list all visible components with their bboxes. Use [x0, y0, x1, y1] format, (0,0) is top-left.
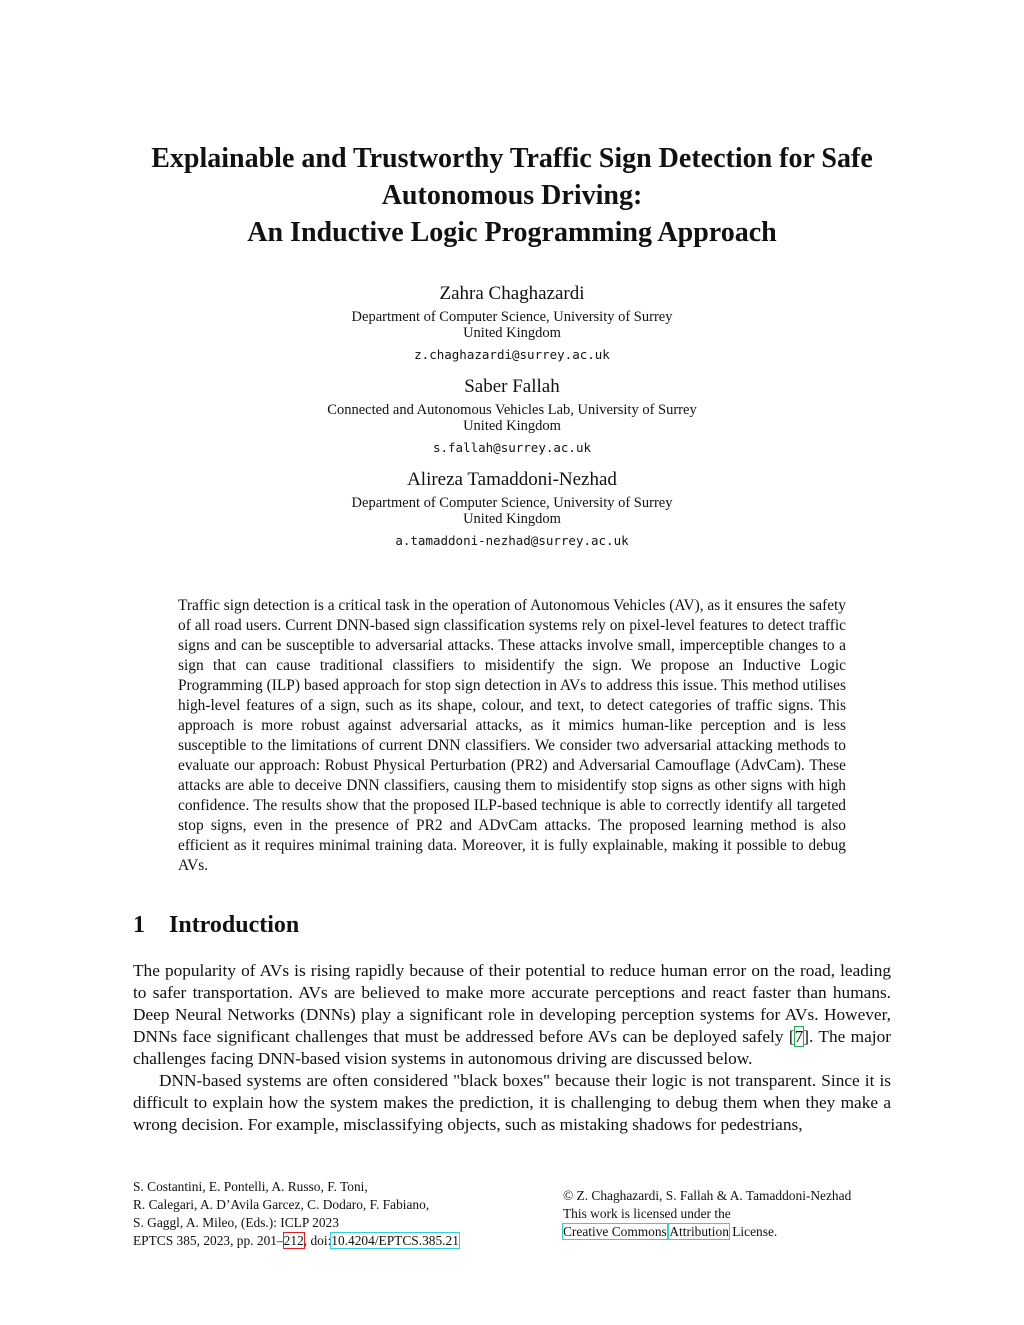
intro-paragraph-1: [133, 960, 891, 1070]
license-info: [563, 1187, 851, 1241]
proceedings-editors-1: S. Costantini, E. Pontelli, A. Russo, F. Toni,: [133, 1179, 368, 1194]
license-end: License.: [732, 1224, 778, 1239]
title-line-3: An Inductive Logic Programming Approach: [247, 217, 777, 248]
intro-text: ]. The major challenges facing DNN-based vision systems in autonomous driving are discussed below.: [133, 1027, 891, 1068]
author-affiliation: Department of Computer Science, University of Surrey: [351, 495, 673, 511]
creative-commons-link[interactable]: Creative Commons: [563, 1224, 667, 1239]
copyright-line: © Z. Chaghazardi, S. Fallah & A. Tamaddoni-Nezhad: [563, 1188, 852, 1203]
last-page-link[interactable]: 212: [283, 1233, 304, 1248]
doi-label: , doi:: [303, 1233, 332, 1248]
author-block-2: [0, 375, 1024, 456]
author-country: United Kingdom: [463, 511, 561, 527]
proceedings-citation: [133, 1232, 459, 1250]
pages-text: EPTCS 385, 2023, pp. 201–: [133, 1233, 284, 1248]
intro-text: The popularity of AVs is rising rapidly because of their potential to reduce human error on the road, leading to safer transportation. AVs are believed to make more accurate perceptions and react faster than humans. Deep Neural Networks (DNNs) play a significant role in developing perception systems for AVs. However, DNNs face significant challenges that must be addressed before AVs can be deployed safely [: [133, 961, 891, 1046]
license-line: [563, 1223, 851, 1241]
author-email: a.tamaddoni-nezhad@surrey.ac.uk: [395, 533, 629, 548]
author-email: s.fallah@surrey.ac.uk: [432, 440, 592, 455]
citation-link[interactable]: 7: [794, 1027, 804, 1046]
author-affiliation: Department of Computer Science, University of Surrey: [351, 309, 673, 325]
section-number: 1: [133, 912, 145, 938]
proceedings-info: [133, 1178, 459, 1250]
section-heading: [133, 910, 299, 940]
author-name: Zahra Chaghazardi: [439, 283, 585, 304]
proceedings-editors-3: S. Gaggl, A. Mileo, (Eds.): ICLP 2023: [133, 1215, 339, 1230]
title-line-1: Explainable and Trustworthy Traffic Sign Detection for Safe: [151, 143, 873, 174]
attribution-link[interactable]: Attribution: [669, 1224, 729, 1239]
title-line-2: Autonomous Driving:: [381, 180, 643, 211]
introduction-body: [133, 960, 891, 1136]
author-block-1: [0, 282, 1024, 363]
paper-title: [100, 140, 924, 251]
intro-paragraph-2: DNN-based systems are often considered "black boxes" because their logic is not transparent. Since it is difficult to explain how the system makes the prediction, it is challenging to debug them when they make a wrong decision. For example, misclassifying objects, such as mistaking shadows for pedestrians,: [133, 1071, 891, 1134]
author-name: Alireza Tamaddoni-Nezhad: [407, 469, 617, 490]
section-title: Introduction: [169, 912, 300, 938]
proceedings-editors-2: R. Calegari, A. D’Avila Garcez, C. Dodaro, F. Fabiano,: [133, 1197, 430, 1212]
author-email: z.chaghazardi@surrey.ac.uk: [414, 347, 610, 362]
author-country: United Kingdom: [463, 325, 561, 341]
author-affiliation: Connected and Autonomous Vehicles Lab, University of Surrey: [327, 402, 697, 418]
abstract: Traffic sign detection is a critical task in the operation of Autonomous Vehicles (AV), as it ensures the safety of all road users. Current DNN-based sign classification systems rely on pixel-level features to detect traffic signs and can be susceptible to adversarial attacks. These attacks involve small, imperceptible changes to a sign that can cause traditional classifiers to misidentify the sign. We propose an Inductive Logic Programming (ILP) based approach for stop sign detection in AVs to address this issue. This method utilises high-level features of a sign, such as its shape, colour, and text, to detect categories of traffic signs. This approach is more robust against adversarial attacks, as it mimics human-like perception and is less susceptible to the limitations of current DNN classifiers. We consider two adversarial attacking methods to evaluate our approach: Robust Physical Perturbation (PR2) and Adversarial Camouflage (AdvCam). These attacks are able to deceive DNN classifiers, causing them to misidentify stop signs as other signs with high confidence. The results show that the proposed ILP-based technique is able to correctly identify all targeted stop signs, even in the presence of PR2 and ADvCam attacks. The proposed learning method is also efficient as it requires minimal training data. Moreover, it is fully explainable, making it possible to debug AVs.: [178, 597, 846, 874]
doi-link[interactable]: 10.4204/EPTCS.385.21: [331, 1233, 459, 1248]
author-name: Saber Fallah: [464, 376, 560, 397]
author-country: United Kingdom: [463, 418, 561, 434]
license-intro: This work is licensed under the: [563, 1206, 731, 1221]
author-block-3: [0, 468, 1024, 549]
